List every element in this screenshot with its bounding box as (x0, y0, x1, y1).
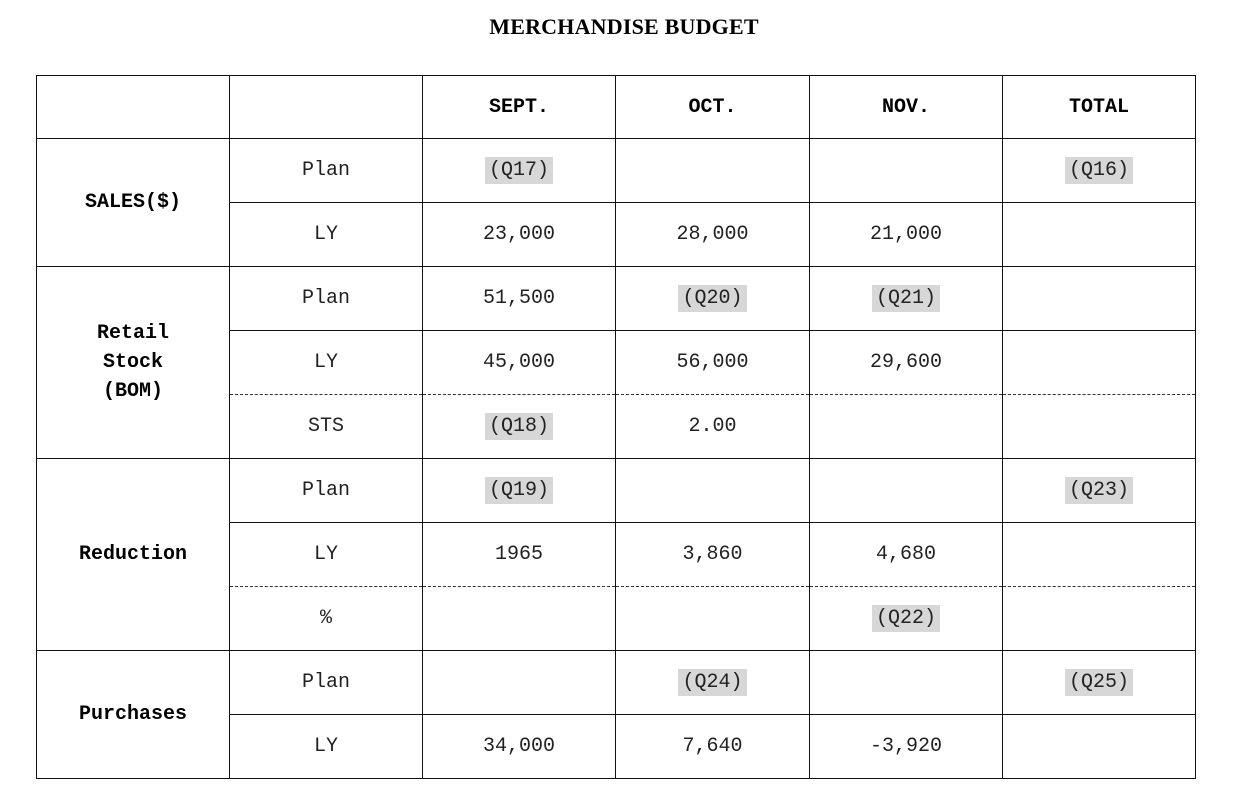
cell-nov (810, 267, 1003, 331)
cell-oct: 2.00 (616, 395, 810, 459)
cell-total (1003, 587, 1196, 651)
cell-nov (810, 651, 1003, 715)
question-marker: (Q16) (1065, 157, 1133, 184)
cell-sept: 51,500 (423, 267, 616, 331)
row-label: LY (230, 331, 423, 395)
question-marker: (Q23) (1065, 477, 1133, 504)
row-label: Plan (230, 267, 423, 331)
cell-total (1003, 203, 1196, 267)
cell-oct (616, 587, 810, 651)
row-label: LY (230, 203, 423, 267)
cell-oct: 3,860 (616, 523, 810, 587)
question-marker: (Q20) (678, 285, 746, 312)
cell-sept: 1965 (423, 523, 616, 587)
question-marker: (Q18) (485, 413, 553, 440)
cell-oct: 7,640 (616, 715, 810, 779)
row-label: LY (230, 715, 423, 779)
cell-sept: 34,000 (423, 715, 616, 779)
cell-sept: 45,000 (423, 331, 616, 395)
cell-nov: 29,600 (810, 331, 1003, 395)
stock-label-line3: (BOM) (102, 380, 163, 403)
sales-label: SALES($) (37, 139, 230, 267)
row-label: STS (230, 395, 423, 459)
cell-total (1003, 523, 1196, 587)
cell-nov: 21,000 (810, 203, 1003, 267)
cell-total (1003, 331, 1196, 395)
cell-oct: 56,000 (616, 331, 810, 395)
cell-oct (616, 267, 810, 331)
cell-sept (423, 395, 616, 459)
header-nov: NOV. (810, 76, 1003, 139)
stock-label-line2: Stock (102, 351, 163, 374)
cell-total (1003, 715, 1196, 779)
cell-oct (616, 651, 810, 715)
cell-total (1003, 395, 1196, 459)
cell-nov (810, 395, 1003, 459)
question-marker: (Q22) (872, 605, 940, 632)
question-marker: (Q25) (1065, 669, 1133, 696)
cell-sept (423, 651, 616, 715)
cell-total (1003, 651, 1196, 715)
header-oct: OCT. (616, 76, 810, 139)
question-marker: (Q24) (678, 669, 746, 696)
header-empty-2 (230, 76, 423, 139)
page-title: MERCHANDISE BUDGET (489, 14, 759, 39)
cell-sept (423, 587, 616, 651)
cell-sept (423, 459, 616, 523)
cell-nov: 4,680 (810, 523, 1003, 587)
row-label: Plan (230, 651, 423, 715)
question-marker: (Q19) (485, 477, 553, 504)
row-label: Plan (230, 139, 423, 203)
purchases-label: Purchases (37, 651, 230, 779)
question-marker: (Q21) (872, 285, 940, 312)
question-marker: (Q17) (485, 157, 553, 184)
header-empty-1 (37, 76, 230, 139)
stock-label (37, 267, 230, 459)
header-sept: SEPT. (423, 76, 616, 139)
merchandise-budget-table (36, 75, 1196, 779)
purchases-plan-row (37, 651, 1196, 715)
reduction-plan-row (37, 459, 1196, 523)
cell-oct (616, 459, 810, 523)
cell-total (1003, 267, 1196, 331)
cell-total (1003, 139, 1196, 203)
cell-sept: 23,000 (423, 203, 616, 267)
row-label: LY (230, 523, 423, 587)
cell-oct: 28,000 (616, 203, 810, 267)
cell-nov (810, 459, 1003, 523)
stock-label-line1: Retail (96, 322, 169, 345)
cell-nov: -3,920 (810, 715, 1003, 779)
cell-nov (810, 587, 1003, 651)
reduction-label: Reduction (37, 459, 230, 651)
cell-oct (616, 139, 810, 203)
cell-sept (423, 139, 616, 203)
header-row (37, 76, 1196, 139)
cell-nov (810, 139, 1003, 203)
stock-plan-row (37, 267, 1196, 331)
cell-total (1003, 459, 1196, 523)
header-total: TOTAL (1003, 76, 1196, 139)
row-label: Plan (230, 459, 423, 523)
row-label: % (230, 587, 423, 651)
sales-plan-row (37, 139, 1196, 203)
